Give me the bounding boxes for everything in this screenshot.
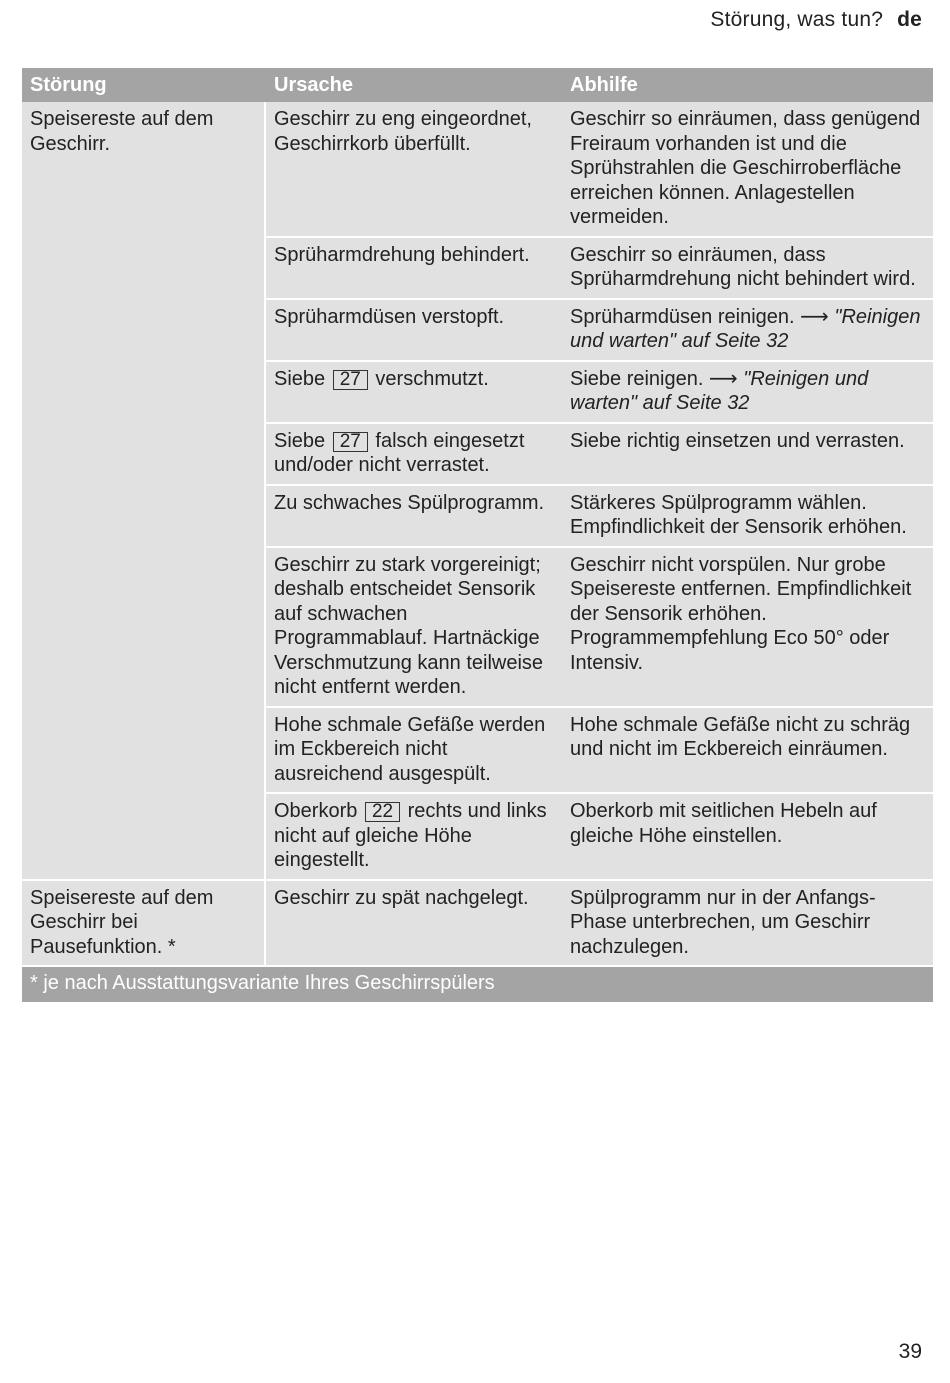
ursache-text: Siebe [274,429,326,452]
table-row [266,548,933,708]
table-row [266,708,933,795]
table-footnote: * je nach Ausstattungsvariante Ihres Geschirrspülers [22,967,933,1002]
table-row [266,102,933,238]
abhilfe-cell [562,300,933,360]
group-rows [266,102,933,879]
ursache-cell [266,424,562,484]
ursache-cell: Sprüharmdrehung behindert. [274,243,530,266]
part-number-badge: 27 [333,370,368,390]
ursache-cell [266,794,562,879]
ursache-cell: Geschirr zu stark vorgereinigt; deshalb entscheidet Sensorik auf schwachen Programmablauf. Hartnäckige Verschmutzung kann teilweise nicht entfernt werden. [274,553,544,698]
group-rows [266,881,933,966]
table-row [266,486,933,548]
ursache-cell: Sprüharmdüsen verstopft. [274,305,505,328]
page-header [710,8,922,32]
table-header [22,68,933,102]
abhilfe-cell [562,362,933,422]
table-group [22,881,933,968]
table-group [22,102,933,881]
stoerung-cell: Speisereste auf dem Geschirr. [22,102,266,879]
ursache-text: Oberkorb [274,800,358,822]
ursache-text: Siebe [274,367,326,390]
language-code: de [897,8,922,31]
part-number-badge: 27 [333,432,368,452]
ursache-text: verschmutzt. [375,367,489,390]
troubleshooting-table [22,68,933,1002]
abhilfe-cell: Oberkorb mit seitlichen Hebeln auf gleiche Höhe einstellen. [570,800,877,847]
table-row [266,300,933,362]
column-header-stoerung: Störung [30,73,107,96]
abhilfe-cell: Spülprogramm nur in der Anfangs-Phase unterbrechen, um Geschirr nachzulegen. [570,886,876,958]
ursache-cell: Geschirr zu eng eingeordnet, Geschirrkorb überfüllt. [274,108,532,155]
abhilfe-text: Siebe reinigen. [570,367,704,390]
table-row [266,362,933,424]
arrow-right-icon: ⟶ [800,305,829,328]
page-number: 39 [898,1340,922,1363]
ursache-cell: Geschirr zu spät nachgelegt. [274,886,529,909]
stoerung-cell: Speisereste auf dem Geschirr bei Pausefunktion. * [22,881,266,966]
table-row [266,238,933,300]
table-row [266,424,933,486]
abhilfe-cell: Hohe schmale Gefäße nicht zu schräg und nicht im Eckbereich einräumen. [570,713,911,760]
abhilfe-cell: Geschirr nicht vorspülen. Nur grobe Speisereste entfernen. Empfindlichkeit der Sensorik erhöhen. Programmempfehlung Eco 50° oder Intensiv. [570,553,912,674]
abhilfe-cell: Geschirr so einräumen, dass Sprüharmdrehung nicht behindert wird. [570,243,916,290]
ursache-cell: Zu schwaches Spülprogramm. [274,491,545,514]
column-header-ursache: Ursache [274,73,353,96]
ursache-text: rechts und links nicht auf gleiche Höhe eingestellt. [274,800,547,871]
part-number-badge: 22 [365,802,400,822]
ursache-text: falsch eingesetzt und/oder nicht verrastet. [274,429,525,476]
page-reference-link[interactable]: "Reinigen und warten" auf Seite 32 [570,305,921,352]
abhilfe-cell: Geschirr so einräumen, dass genügend Freiraum vorhanden ist und die Sprühstrahlen die Geschirroberfläche erreichen können. Anlagestellen vermeiden. [570,108,921,228]
table-row [266,881,933,966]
column-header-abhilfe: Abhilfe [570,73,638,96]
ursache-cell: Hohe schmale Gefäße werden im Eckbereich nicht ausreichend ausgespült. [274,713,546,785]
page-reference-link[interactable]: "Reinigen und warten" auf Seite 32 [570,367,869,414]
abhilfe-cell: Stärkeres Spülprogramm wählen. Empfindlichkeit der Sensorik erhöhen. [570,491,907,538]
abhilfe-text: Sprüharmdüsen reinigen. [570,305,795,328]
abhilfe-cell: Siebe richtig einsetzen und verrasten. [570,429,905,452]
section-title: Störung, was tun? [710,8,884,31]
ursache-cell [266,362,562,422]
table-row [266,794,933,879]
arrow-right-icon: ⟶ [709,367,738,390]
